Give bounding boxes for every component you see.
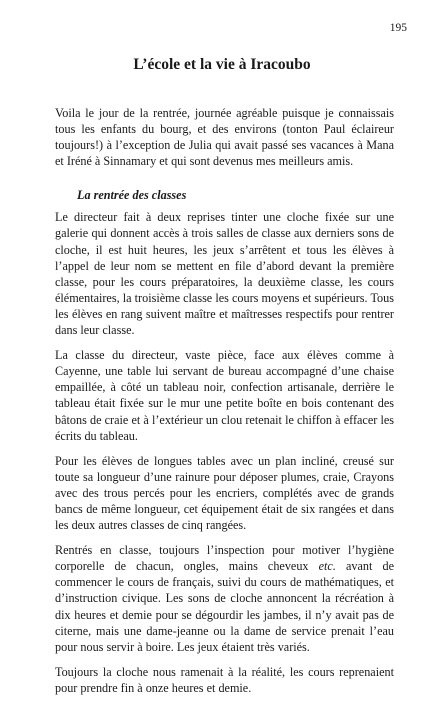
- paragraph-desks: Pour les élèves de longues tables avec un plan incliné, creusé sur toute sa longueur d’une rainure pour déposer plumes, craie, Crayons avec des trous percés pour les encriers, complétés avec de grands bancs de même longueur, cet équipement était de six rangées et dans les deux autres classes de cinq rangées.: [55, 453, 394, 533]
- page-number: 195: [389, 22, 407, 34]
- paragraph-hygiene: [55, 542, 394, 655]
- hygiene-text-before: Rentrés en classe, toujours l’inspection pour motiver l’hygiène corporelle de chacun, ongles, mains cheveux: [55, 543, 394, 574]
- hygiene-text-etc: etc.: [318, 559, 336, 574]
- hygiene-text-after: avant de commencer le cours de français, suivi du cours de mathématiques, et d’instruction civique. Les sons de cloche annoncent la récréation à dix heures et demie pour se dégourdir les jambes, il n’y avait pas de citerne, mais une dame-jeanne ou la dame de service prenait l’eau pour nous servir à boire. Les jeux étaient très variés.: [55, 559, 394, 654]
- section-heading: La rentrée des classes: [77, 188, 187, 203]
- intro-paragraph: Voila le jour de la rentrée, journée agréable puisque je connaissais tous les enfants du bourg, et des environs (tonton Paul éclaireur toujours!) à l’exception de Julia qui avait passé ses vacances à Mana et Iréné à Sinnamary et qui sont devenus mes meilleurs amis.: [55, 106, 394, 169]
- paragraph-closing: Toujours la cloche nous ramenait à la réalité, les cours reprenaient pour prendre fin à onze heures et demie.: [55, 664, 394, 695]
- paragraph-classroom: La classe du directeur, vaste pièce, face aux élèves comme à Cayenne, une table lui servant de bureau accompagné d’une chaise empaillée, à côté un tableau noir, confection artisanale, derrière le tableau était fixée sur le mur une petite boîte en bois contenant des bâtons de craie et à l’extérieur un clou retenait le chiffon à effacer les écrits du tableau.: [55, 348, 394, 443]
- chapter-title: L’école et la vie à Iracoubo: [133, 56, 311, 73]
- paragraph-bell: Le directeur fait à deux reprises tinter une cloche fixée sur une galerie qui donnent accès à trois salles de classe aux derniers sons de cloche, il est huit heures, les jeux s’arrêtent et tous les élèves à l’appel de leur nom se mettent en file d’abord devant la première classe, pour les cours préparatoires, la deuxième classe, les cours élémentaires, la troisième classe les cours moyens et supérieurs. Tous les élèves en rang suivent maître et maîtresses respectifs pour rentrer dans leur classe.: [55, 210, 394, 338]
- chapter-body: [55, 105, 394, 705]
